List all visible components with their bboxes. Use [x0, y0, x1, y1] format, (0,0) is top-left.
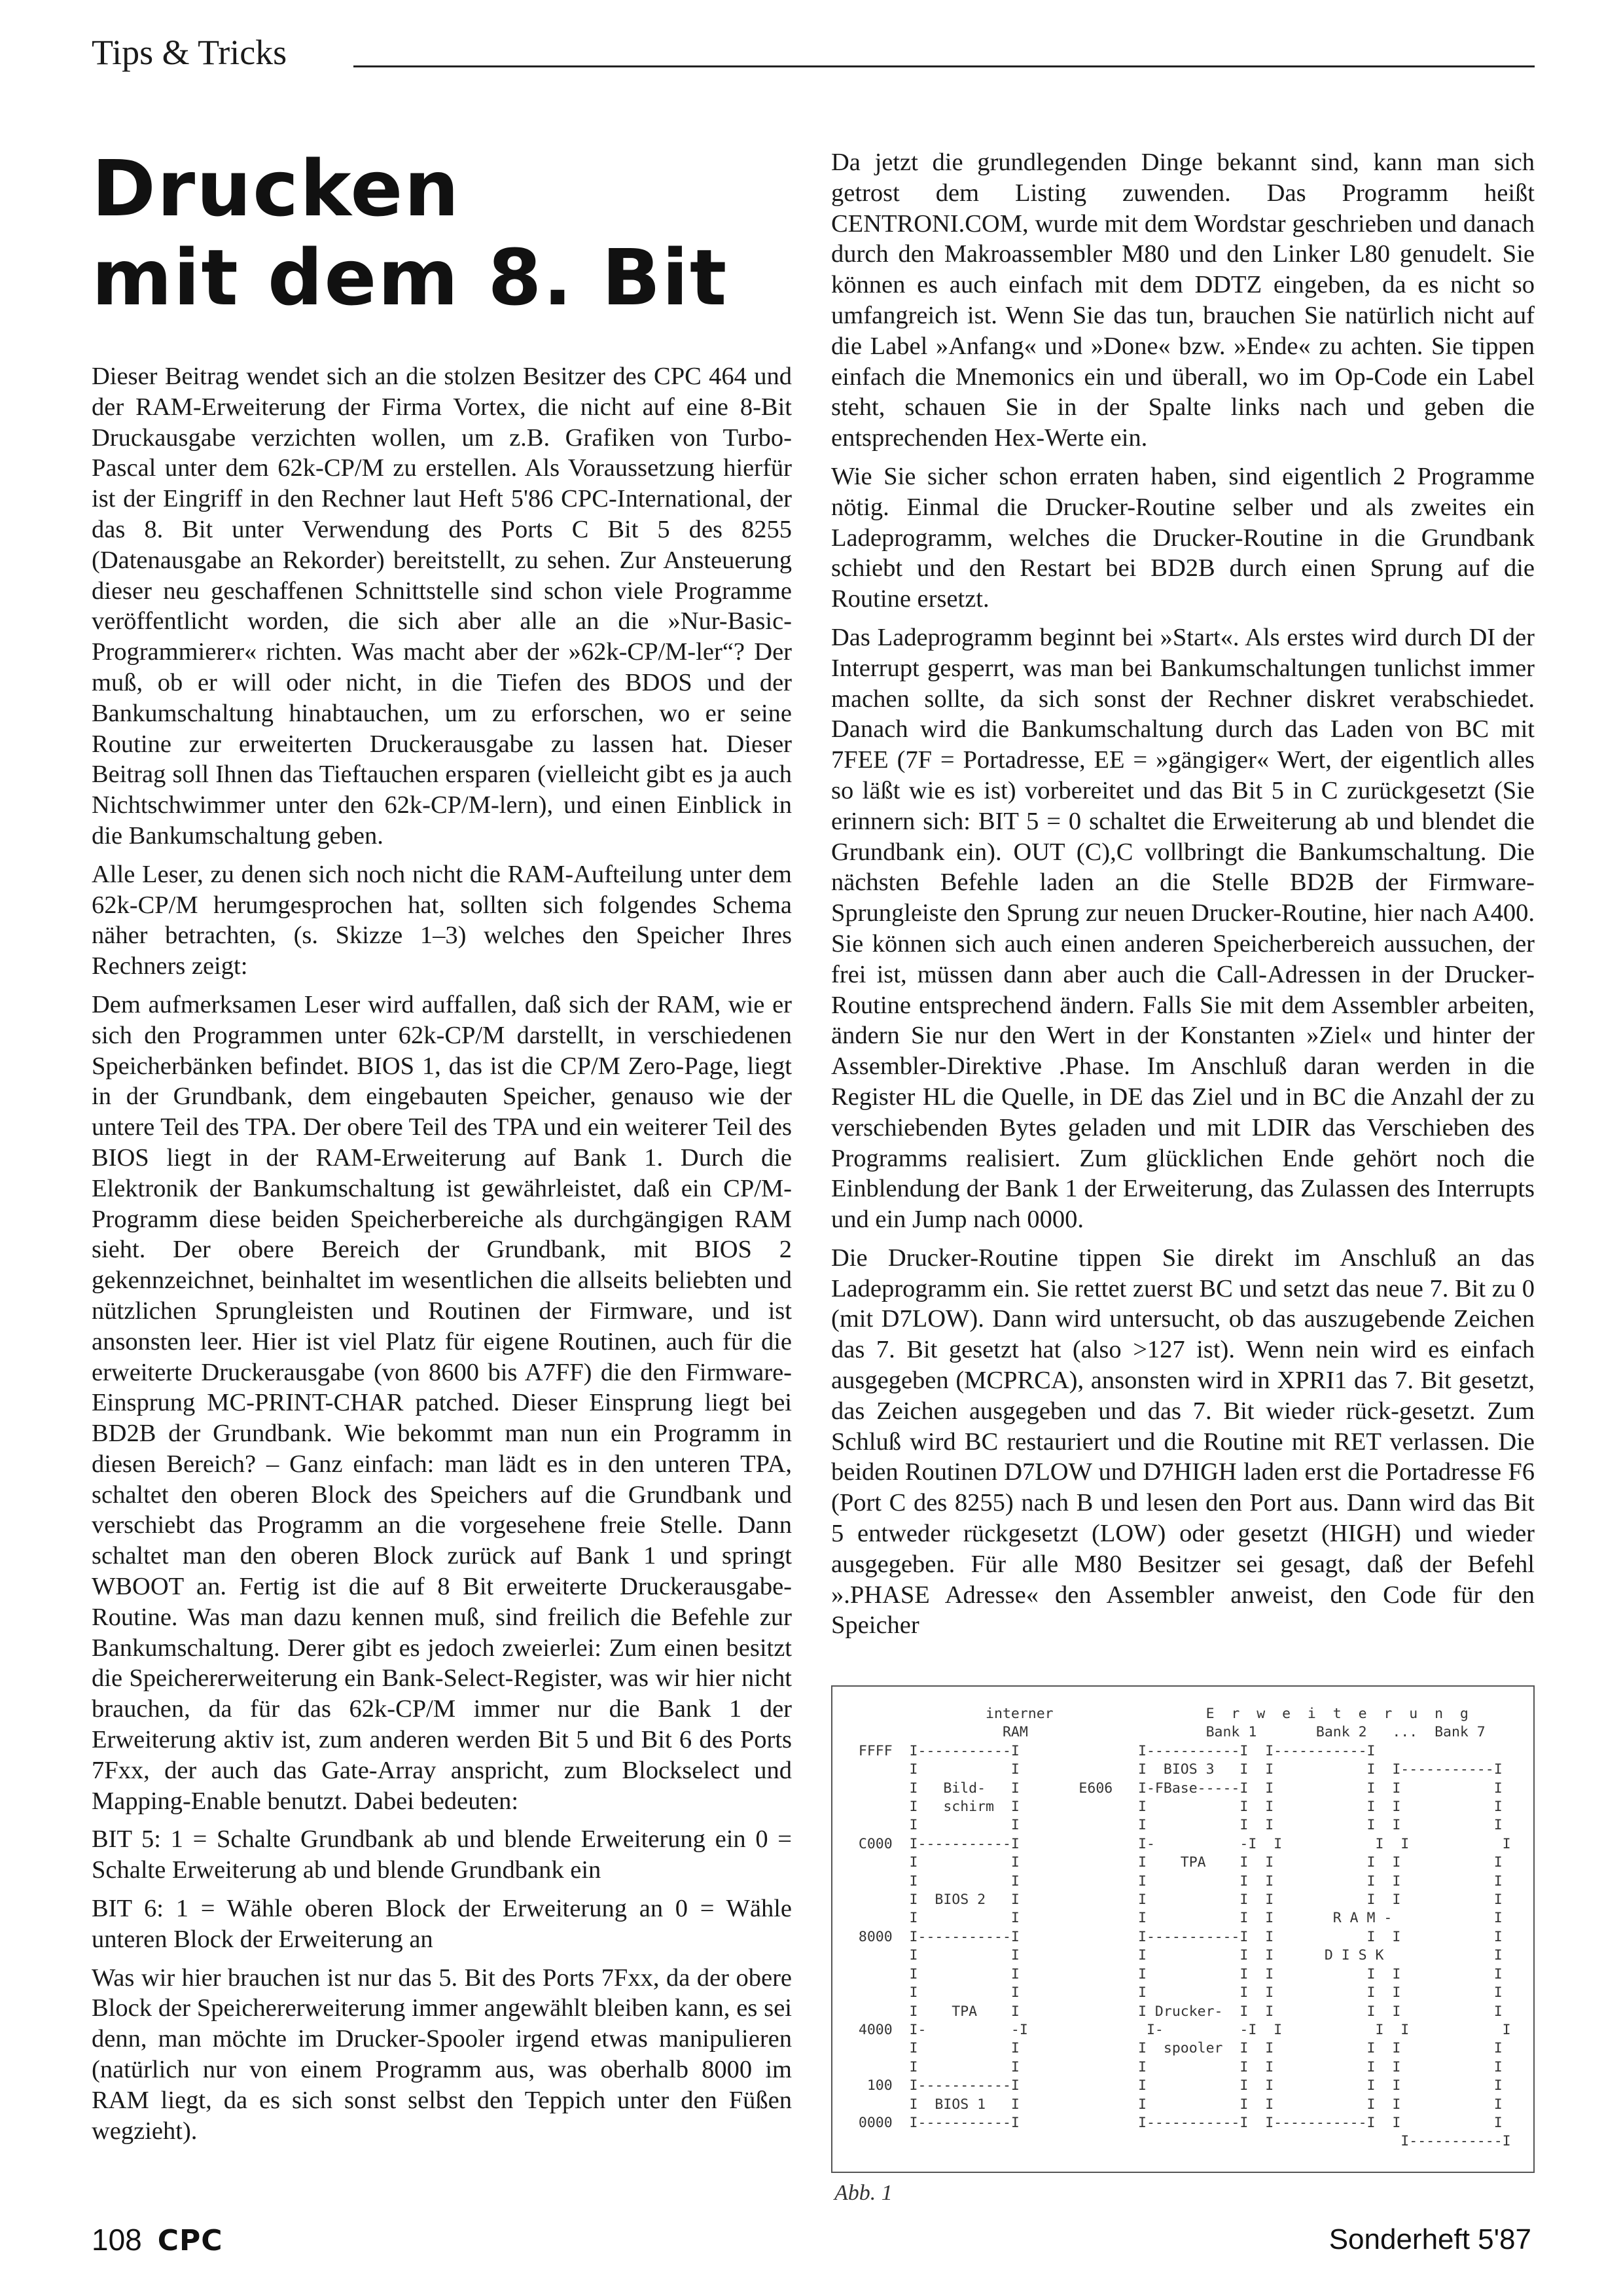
- memory-map-diagram: interner E r w e i t e r u n g RAM Bank 1 Bank 2 ... Bank 7 FFFF I-----------I I-----------I I-----------I I I I BIOS 3 I I I I-----------I I Bild- I E606 I-FBase-----I I I I I I schirm I I I I I I I I I I I I I I I C000 I-----------I I- -I I I I I I I I TPA I I I I I I I I I I I I I I BIOS 2 I I I I I I I I I I I I R A M - I 8000 I-----------I I-----------I I I I I I I I I I D I S K I I I I I I I I I I I I I I I I I I TPA I I Drucker- I I I I I 4000 I- -I I- -I I I I I I I I spooler I I I I I I I I I I I I I 100 I-----------I I I I I I I I BIOS 1 I I I I I I I 0000 I-----------I I-----------I I-----------I I I I-----------I: [858, 1706, 1511, 2150]
- paragraph-bit5: BIT 5: 1 = Schalte Grundbank ab und blende Erweiterung ein 0 = Schalte Erweiterung ab und blende Grundbank ein: [92, 1825, 792, 1884]
- right-column: [831, 147, 1535, 1649]
- paragraph: Wie Sie sicher schon erraten haben, sind eigentlich 2 Programme nötig. Einmal die Drucker-Routine selber und als zweites ein Ladeprogramm, welches die Drucker-Routine in die Grundbank schiebt und den Restart bei BD2B durch einen Sprung auf die Routine ersetzt.: [831, 462, 1535, 613]
- paragraph: Da jetzt die grundlegenden Dinge bekannt sind, kann man sich getrost dem Listing zuwenden. Das Programm heißt CENTRONI.COM, wurde mit dem Wordstar geschrieben und danach durch den Makroassembler M80 und den Linker L80 genudelt. Sie können es auch einfach mit dem DDTZ eingeben, da es nicht so umfangreich ist. Wenn Sie das tun, brauchen Sie natürlich nicht auf die Label »Anfang« und »Done« bzw. »Ende« zu achten. Sie tippen einfach die Mnemonics ein und überall, wo im Op-Code ein Label steht, schauen Sie in der Spalte links nach und geben die entsprechenden Hex-Werte ein.: [831, 149, 1535, 452]
- paragraph: Was wir hier brauchen ist nur das 5. Bit des Ports 7Fxx, da der obere Block der Speichererweiterung immer angewählt bleiben kann, es sei denn, man möchte im Drucker-Spooler irgend etwas manipulieren (natürlich nur von einem Programm aus, was oberhalb 8000 im RAM liegt, da es sich sonst selbst den Teppich unter den Füßen wegzieht).: [92, 1964, 792, 2145]
- paragraph: Die Drucker-Routine tippen Sie direkt im Anschluß an das Ladeprogramm ein. Sie rettet zuerst BC und setzt das neue 7. Bit zu 0 (mit D7LOW). Dann wird untersucht, ob das auszugebende Zeichen das 7. Bit gesetzt hat (also >127 ist). Wenn nein wird es einfach ausgegeben (MCPRCA), ansonsten wird in XPRI1 das 7. Bit gesetzt, das Zeichen ausgegeben und das 7. Bit wieder rück-gesetzt. Zum Schluß wird BC restauriert und die Routine mit RET verlassen. Die beiden Routinen D7LOW und D7HIGH laden erst die Portadresse F6 (Port C des 8255) nach B und lesen den Port aus. Dann wird das Bit 5 entweder rückgesetzt (LOW) oder gesetzt (HIGH) und wieder ausgegeben. Für alle M80 Besitzer sei gesagt, daß der Befehl ».PHASE Adresse« den Assembler anweist, den Code für den Speicher: [831, 1244, 1535, 1640]
- issue-label: Sonderheft 5'87: [1329, 2223, 1531, 2255]
- title-line-2: mit dem 8. Bit: [92, 232, 728, 323]
- article-title: [92, 144, 792, 322]
- section-title: Tips & Tricks: [92, 29, 291, 76]
- left-column: [92, 144, 792, 2154]
- paragraph: Alle Leser, zu denen sich noch nicht die RAM-Aufteilung unter dem 62k-CP/M herumgesprochen hat, sollten sich folgendes Schema näher betrachten, (s. Skizze 1–3) welches den Speicher Ihres Rechners zeigt:: [92, 860, 792, 980]
- page-number: 108: [92, 2223, 142, 2257]
- memory-map-figure: [831, 1685, 1535, 2173]
- figure-caption: Abb. 1: [834, 2181, 893, 2205]
- page-footer-left: [92, 2220, 223, 2259]
- title-line-1: Drucken: [92, 143, 461, 234]
- running-header: [92, 29, 1535, 76]
- paragraph: Dem aufmerksamen Leser wird auffallen, daß sich der RAM, wie er sich den Programmen unter 62k-CP/M darstellt, in verschiedenen Speicherbänken befindet. BIOS 1, das ist die CP/M Zero-Page, liegt in der Grundbank, dem eingebauten Speicher, genauso wie der untere Teil des TPA. Der obere Teil des TPA und ein weiterer Teil des BIOS liegt in der RAM-Erweiterung auf Bank 1. Durch die Elektronik der Bankumschaltung ist gewährleistet, daß ein CP/M-Programm diese beiden Speicherbereiche als durchgängigen RAM sieht. Der obere Bereich der Grundbank, mit BIOS 2 gekennzeichnet, beinhaltet im wesentlichen die allseits beliebten und nützlichen Sprungleisten und Routinen der Firmware, und ist ansonsten leer. Hier ist viel Platz für eigene Routinen, auch für die erweiterte Druckerausgabe (von 8600 bis A7FF) die den Firmware-Einsprung MC-PRINT-CHAR patched. Dieser Einsprung liegt bei BD2B der Grundbank. Wie bekommt man nun ein Programm in diesen Bereich? – Ganz einfach: man lädt es in den unteren TPA, schaltet den oberen Block des Speichers auf die Grundbank und verschiebt das Programm an die vorgesehene freie Stelle. Dann schaltet man den oberen Block zurück auf Bank 1 und springt WBOOT an. Fertig ist die auf 8 Bit erweiterte Druckerausgabe-Routine. Was man dazu kennen muß, sind freilich die Befehle zur Bankumschaltung. Derer gibt es jedoch zweierlei: Zum einen besitzt die Speichererweiterung ein Bank-Select-Register, was wir hier nicht brauchen, da für das 62k-CP/M immer nur die Bank 1 der Erweiterung aktiv ist, zum anderen werden Bit 5 und Bit 6 des Ports 7Fxx, der auch das Gate-Array anspricht, zum Blockselect und Mapping-Enable benutzt. Dabei bedeuten:: [92, 990, 792, 1815]
- paragraph: Dieser Beitrag wendet sich an die stolzen Besitzer des CPC 464 und der RAM-Erweiterung der Firma Vortex, die nicht auf eine 8-Bit Druckausgabe verzichten wollen, um z.B. Grafiken von Turbo-Pascal unter dem 62k-CP/M zu erstellen. Als Voraussetzung hierfür ist der Eingriff in den Rechner laut Heft 5'86 CPC-International, der das 8. Bit unter Verwendung des Ports C Bit 5 des 8255 (Datenausgabe an Rekorder) bereitstellt, zu sehen. Zur Ansteuerung dieser neu geschaffenen Schnittstelle sind schon viele Programme veröffentlicht worden, die sich aber alle an die »Nur-Basic-Programmierer« richten. Was macht aber der »62k-CP/M-ler“? Der muß, ob er will oder nicht, in die Tiefen des BDOS und der Bankumschaltung hinabtauchen, um zu erforschen, wo er seine Routine zur erweiterten Druckerausgabe zu lassen hat. Dieser Beitrag soll Ihnen das Tieftauchen ersparen (vielleicht gibt es ja auch Nichtschwimmer unter den 62k-CP/M-lern), und einen Einblick in die Bankumschaltung geben.: [92, 363, 792, 850]
- paragraph-bit6: BIT 6: 1 = Wähle oberen Block der Erweiterung an 0 = Wähle unteren Block der Erweiterung an: [92, 1895, 792, 1953]
- paragraph: Das Ladeprogramm beginnt bei »Start«. Als erstes wird durch DI der Interrupt gesperrt, was man bei Bankumschaltungen tunlichst immer machen sollte, da sich sonst der Rechner diskret verabschiedet. Danach wird die Bankumschaltung durch das Laden von BC mit 7FEE (7F = Portadresse, EE = »gängiger« Wert, der eigentlich alles so läßt wie es ist) vorbereitet und das Bit 5 in C zurückgesetzt (Sie erinnern sich: BIT 5 = 0 schaltet die Erweiterung ab und blendet die Grundbank ein). OUT (C),C vollbringt die Bankumschaltung. Die nächsten Befehle laden an die Stelle BD2B der Firmware-Sprungleiste den Sprung zur neuen Drucker-Routine, hier nach A400. Sie können sich auch einen anderen Speicherbereich aussuchen, der frei ist, müssen dann aber auch die Call-Adressen in der Drucker-Routine entsprechend ändern. Falls Sie mit dem Assembler arbeiten, ändern Sie nur den Wert in der Konstanten »Ziel« und hinter der Assembler-Direktive .Phase. Im Anschluß daran werden in die Register HL die Quelle, in DE das Ziel und in BC die Anzahl der zu verschiebenden Bytes geladen und mit LDIR das Verschieben des Programms realisiert. Zum glücklichen Ende gehört noch die Einblendung der Bank 1 der Erweiterung, das Zulassen des Interrupts und ein Jump nach 0000.: [831, 623, 1535, 1234]
- magazine-logo: CPC: [157, 2224, 223, 2257]
- header-rule: [353, 65, 1535, 67]
